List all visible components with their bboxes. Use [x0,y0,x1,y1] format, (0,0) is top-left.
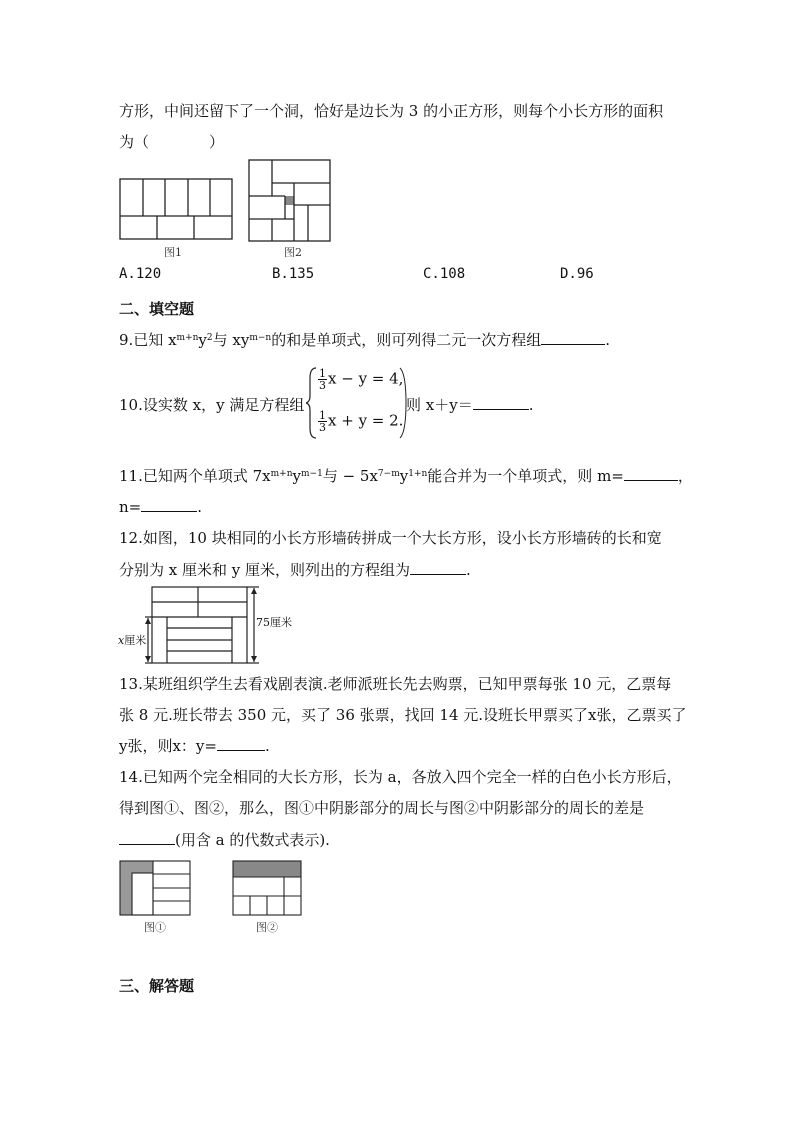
q12-answer-blank[interactable] [410,559,466,575]
q8-figure-1 [119,178,233,240]
q14-text-line1: 14.已知两个完全相同的大长方形，长为 a，各放入四个完全一样的白色小长方形后， [119,768,682,786]
q8-option-a: A.120 [119,266,162,282]
q14-figure-1 [119,860,191,916]
q12-figure [115,584,295,666]
q8-text-line2: 为（ ） [119,133,225,151]
q12-text-line1: 12.如图，10 块相同的小长方形墙砖拼成一个大长方形，设小长方形墙砖的长和宽 [119,529,662,547]
q14-figure-2-caption: 图② [256,921,278,934]
q11-n-blank[interactable] [141,496,197,512]
q14-figure-1-caption: 图① [144,921,166,934]
q14-text-line2: 得到图①、图②，那么，图①中阴影部分的周长与图②中阴影部分的周长的差是 [119,799,645,817]
q8-option-d: D.96 [560,266,594,282]
q14-figure-2 [232,860,302,916]
q13-answer-blank[interactable] [217,735,265,751]
q11-text-line2: n= . [119,498,203,516]
q11-m-blank[interactable] [624,465,678,481]
q13-text-line2: 张 8 元.班长带去 350 元，买了 36 张票，找回 14 元.设班长甲票买了x张，乙票买了 [119,706,687,724]
q14-text-line3: (用含 a 的代数式表示). [119,829,330,851]
q10-prefix: 10.设实数 x，y 满足方程组 [119,396,305,414]
q12-height-label: 75厘米 [256,616,292,629]
q8-option-c: C.108 [423,266,466,282]
section-2-title: 二、填空题 [119,300,195,318]
q9-answer-blank[interactable] [541,329,605,345]
q8-text-line1: 方形，中间还留下了一个洞，恰好是边长为 3 的小正方形，则每个小长方形的面积 [119,102,664,120]
q14-answer-blank[interactable] [119,829,175,845]
section-3-title: 三、解答题 [119,977,195,995]
q8-figure-2-caption: 图2 [284,246,302,259]
q8-figure-2 [248,159,332,243]
q10-equation-2: $\frac{1}{3}$ x + y = 2. [319,409,404,434]
q10-equation-system [306,364,416,442]
q12-width-label: x厘米 [118,634,147,647]
q10-suffix: 则 x＋y＝ . [406,396,534,414]
q8-option-b: B.135 [272,266,315,282]
q13-text-line1: 13.某班组织学生去看戏剧表演.老师派班长先去购票，已知甲票每张 10 元，乙票每 [119,675,672,693]
q10-answer-blank[interactable] [473,394,529,410]
q8-figure-1-caption: 图1 [164,246,182,259]
q11-text-line1: 11.已知两个单项式 $7x^{m+n}y^{m-1}$与 − $5x^{7-m}y^{1+n}$能合并为一个单项式，则 m= ， [119,467,693,485]
q12-text-line2: 分别为 x 厘米和 y 厘米，则列出的方程组为 . [119,561,471,579]
q13-text-line3: y张，则x：y= . [119,737,270,755]
q9-text: 9.已知 $x^{m+n}y^2$与 $xy^{m-n}$的和是单项式，则可列得二元一次方程组 . [119,331,611,349]
q10-equation-1: $\frac{1}{3}$ x − y = 4, [319,367,404,392]
